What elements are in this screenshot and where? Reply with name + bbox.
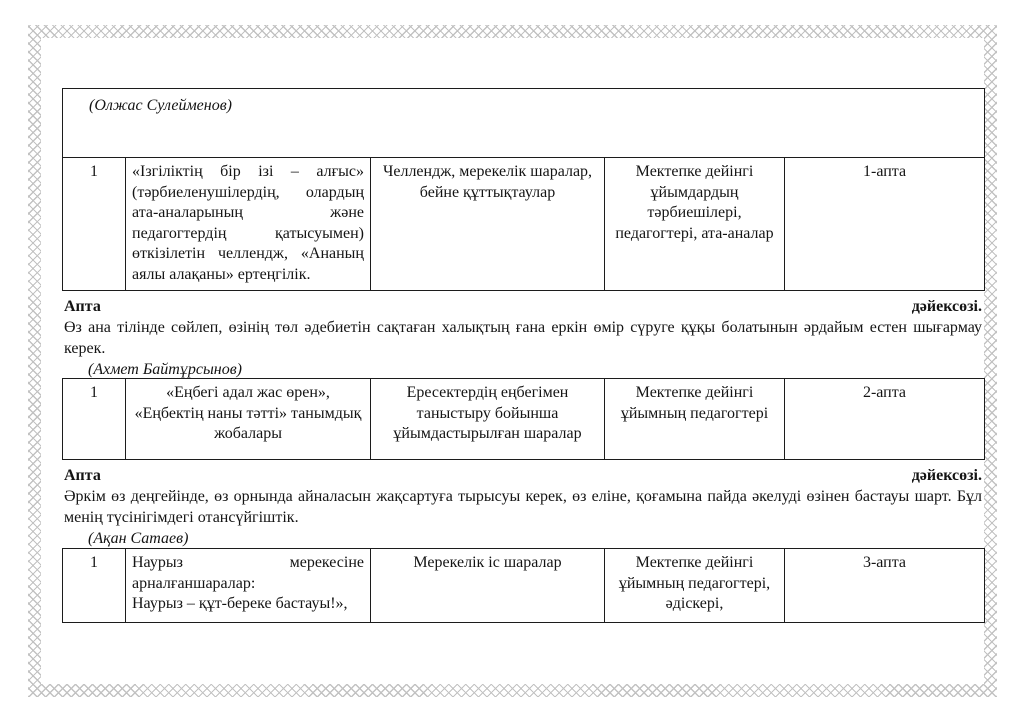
activity-cell — [126, 549, 371, 623]
activity-line-1: Наурыз мерекесіне арналғаншаралар: — [132, 554, 364, 592]
row-number-cell: 1 — [63, 549, 126, 623]
week-cell: 2-апта — [785, 379, 985, 460]
format-cell: Челлендж, мерекелік шаралар, бейне құттықтаулар — [371, 158, 605, 291]
responsible-cell: Мектепке дейінгі ұйымдардың тәрбиешілері, педагогтері, ата-аналар — [605, 158, 785, 291]
plan-table-2 — [62, 378, 985, 460]
row-number-cell: 1 — [63, 379, 126, 460]
table-row — [63, 89, 985, 158]
quote-author: (Ақан Сатаев) — [88, 530, 189, 547]
quote-heading-left: Апта — [64, 467, 101, 484]
format-cell: Мерекелік іс шаралар — [371, 549, 605, 623]
responsible-cell: Мектепке дейінгі ұйымның педагогтері — [605, 379, 785, 460]
quote-text: Әркім өз деңгейінде, өз орнында айналасын жақсартуға тырысуы керек, өз еліне, қоғамына пайда әкелуді өзінен бастауы шарт. Бұл менің түсінігімдегі отансүйгіштік. — [64, 488, 982, 526]
week-cell: 1-апта — [785, 158, 985, 291]
document-body — [62, 88, 984, 623]
plan-table-3 — [62, 548, 985, 623]
table-row — [63, 379, 985, 460]
table-row — [63, 158, 985, 291]
quote-heading-right: дәйексөзі. — [911, 467, 982, 484]
format-cell: Ересектердің еңбегімен таныстыру бойынша ұйымдастырылған шаралар — [371, 379, 605, 460]
week-cell: 3-апта — [785, 549, 985, 623]
responsible-cell: Мектепке дейінгі ұйымның педагогтері, әдіскері, — [605, 549, 785, 623]
week-quote-block-2 — [62, 460, 984, 548]
activity-line-2: Наурыз – құт-береке бастауы!», — [132, 595, 348, 612]
quote-heading-left: Апта — [64, 298, 101, 315]
row-number-cell: 1 — [63, 158, 126, 291]
quote-text: Өз ана тілінде сөйлеп, өзінің төл әдебиетін сақтаған халықтың ғана еркін өмір сүруге құқы болатынын әрдайым естен шығармау керек. — [64, 319, 982, 357]
activity-cell: «Еңбегі адал жас өрен», «Еңбектің наны тәтті» танымдық жобалары — [126, 379, 371, 460]
activity-cell: «Ізгіліктің бір ізі – алғыс» (тәрбиеленушілердің, олардың ата-аналарының және педагогтердің қатысуымен) өткізілетін челлендж, «Ананың аялы алақаны» ертеңгілік. — [126, 158, 371, 291]
plan-table-1 — [62, 88, 985, 291]
quote-heading — [64, 296, 982, 317]
quote-heading — [64, 465, 982, 486]
quote-author-cell: (Олжас Сулейменов) — [63, 89, 985, 158]
table-row — [63, 549, 985, 623]
quote-author: (Ахмет Байтұрсынов) — [88, 361, 242, 378]
quote-heading-right: дәйексөзі. — [911, 298, 982, 315]
week-quote-block-1 — [62, 291, 984, 378]
